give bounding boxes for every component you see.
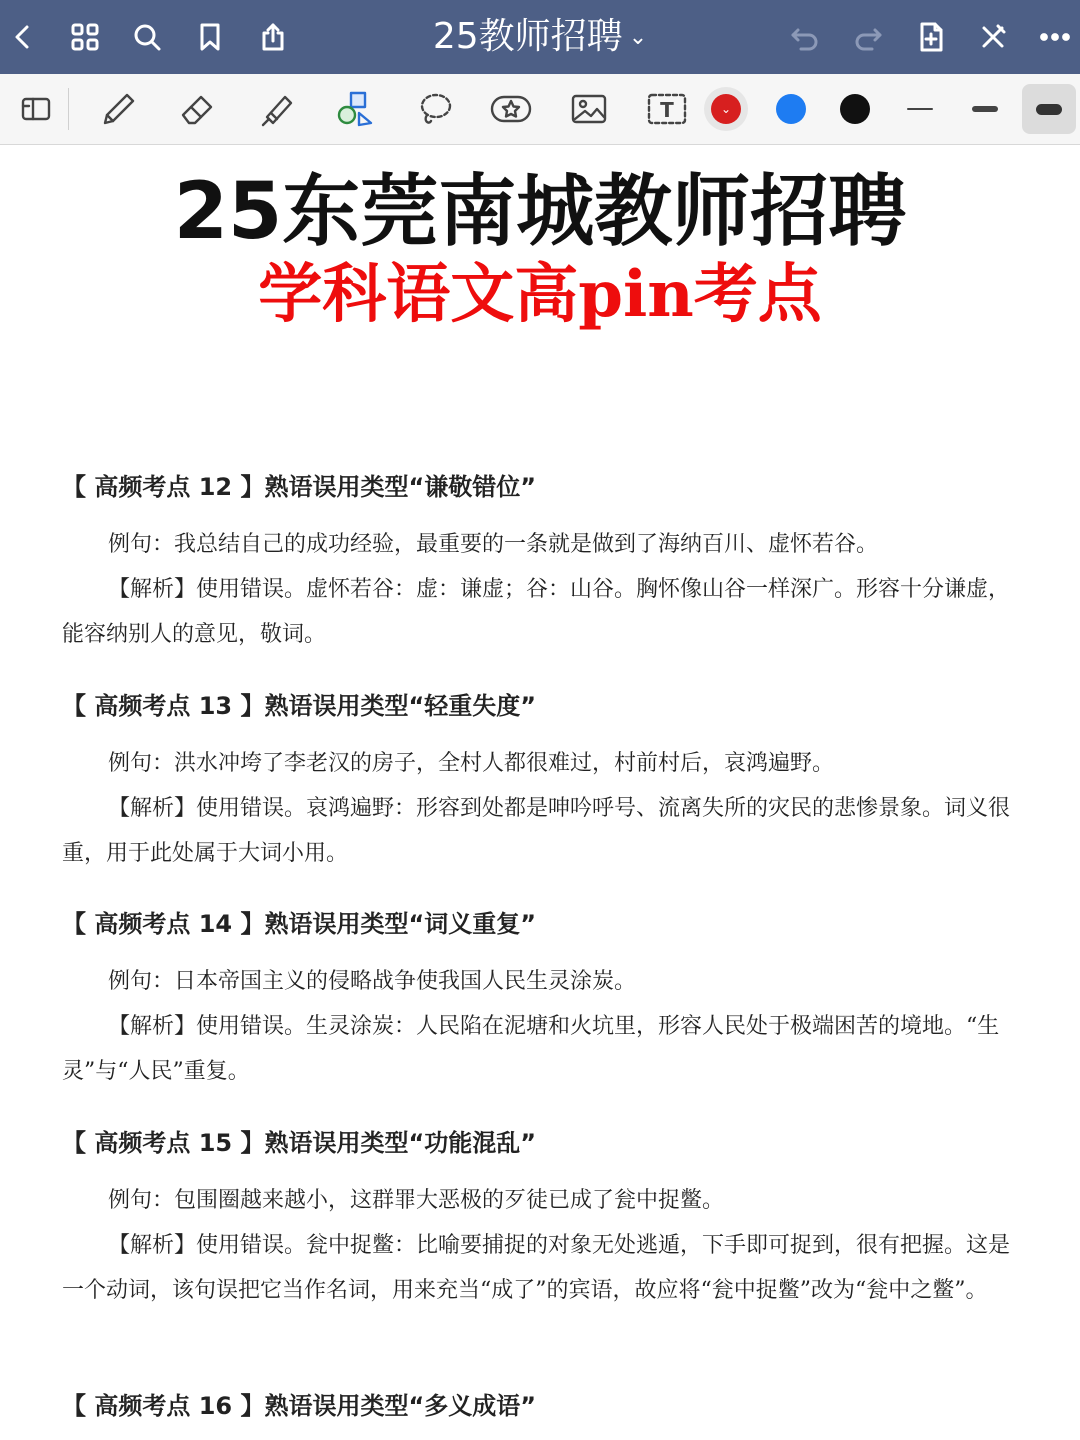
toolbar-divider	[68, 88, 69, 130]
section-heading: 【 高频考点 14 】熟语误用类型“词义重复”	[62, 910, 537, 938]
add-page-button[interactable]	[908, 14, 954, 60]
color-red-swatch[interactable]	[701, 84, 751, 134]
document-subheading: 学科语文高pin考点	[258, 257, 822, 332]
image-tool[interactable]	[564, 84, 614, 134]
share-button[interactable]	[250, 14, 296, 60]
bookmark-icon	[195, 22, 225, 52]
text-tool[interactable]	[642, 84, 692, 134]
eraser-icon	[177, 89, 217, 129]
text-box-icon	[645, 89, 689, 129]
more-button[interactable]	[1032, 14, 1078, 60]
stroke-medium-button[interactable]	[960, 84, 1010, 134]
sticker-tool[interactable]	[486, 84, 536, 134]
search-icon	[132, 22, 162, 52]
top-bar	[0, 0, 1080, 74]
example-sentence: 例句：洪水冲垮了李老汉的房子，全村人都很难过，村前村后，哀鸿遍野。	[108, 751, 835, 776]
chevron-left-icon	[8, 22, 38, 52]
toolbar-panel-button[interactable]	[12, 84, 62, 134]
back-button[interactable]	[0, 14, 46, 60]
chevron-down-icon: ⌄	[628, 25, 648, 50]
pen-close-icon	[978, 22, 1008, 52]
analysis-text: 【解析】使用错误。瓮中捉鳖：比喻要捕捉的对象无处逃遁，下手即可捉到，很有把握。这是一个动词，该句误把它当作名词，用来充当“成了”的宾语，故应将“瓮中捉鳖”改为“瓮中之鳖”。	[62, 1233, 1011, 1303]
pen-icon	[97, 89, 137, 129]
color-black-swatch[interactable]	[830, 84, 880, 134]
stroke-thin	[907, 108, 933, 110]
example-sentence: 例句：我总结自己的成功经验，最重要的一条就是做到了海纳百川、虚怀若谷。	[108, 532, 879, 557]
bookmark-button[interactable]	[187, 14, 233, 60]
panel-icon	[19, 94, 55, 124]
example-sentence: 例句：包围圈越来越小，这群罪大恶极的歹徒已成了瓮中捉鳖。	[108, 1188, 725, 1213]
color-blue	[776, 94, 806, 124]
more-icon	[1038, 22, 1072, 52]
sticker-icon	[489, 89, 533, 129]
color-black	[840, 94, 870, 124]
image-icon	[569, 89, 609, 129]
grid-icon	[70, 22, 100, 52]
analysis-text: 【解析】使用错误。生灵涂炭：人民陷在泥塘和火坑里，形容人民处于极端困苦的境地。“生灵”与“人民”重复。	[62, 1014, 1000, 1084]
add-page-icon	[916, 21, 946, 53]
stroke-thin-button[interactable]	[895, 84, 945, 134]
undo-icon	[789, 22, 821, 52]
lasso-tool[interactable]	[410, 84, 460, 134]
document-page	[0, 145, 1080, 1440]
redo-button[interactable]	[845, 14, 891, 60]
share-icon	[258, 22, 288, 52]
section-heading: 【 高频考点 13 】熟语误用类型“轻重失度”	[62, 692, 537, 720]
stroke-thick-button[interactable]	[1022, 84, 1076, 134]
shapes-icon	[335, 89, 375, 129]
stroke-medium	[972, 106, 998, 112]
search-button[interactable]	[124, 14, 170, 60]
color-red	[704, 87, 748, 131]
eraser-tool[interactable]	[172, 84, 222, 134]
undo-button[interactable]	[782, 14, 828, 60]
highlighter-tool[interactable]	[252, 84, 302, 134]
close-editing-button[interactable]	[970, 14, 1016, 60]
chevron-down-icon: ⌄	[711, 94, 741, 124]
drawing-toolbar	[0, 74, 1080, 145]
grid-view-button[interactable]	[62, 14, 108, 60]
document-title-button[interactable]	[340, 12, 740, 62]
section-heading: 【 高频考点 16 】熟语误用类型“多义成语”	[62, 1392, 537, 1420]
analysis-text: 【解析】使用错误。哀鸿遍野：形容到处都是呻吟呼号、流离失所的灾民的悲惨景象。词义很重，用于此处属于大词小用。	[62, 796, 1011, 866]
lasso-icon	[415, 89, 455, 129]
redo-icon	[852, 22, 884, 52]
color-blue-swatch[interactable]	[766, 84, 816, 134]
section-heading: 【 高频考点 12 】熟语误用类型“谦敬错位”	[62, 473, 537, 501]
stroke-thick	[1036, 104, 1062, 115]
section-heading: 【 高频考点 15 】熟语误用类型“功能混乱”	[62, 1129, 537, 1157]
document-heading: 25东莞南城教师招聘	[173, 167, 907, 257]
text-tool-label: T	[660, 98, 674, 122]
highlighter-icon	[257, 89, 297, 129]
document-title: 25教师招聘	[432, 16, 623, 57]
analysis-text: 【解析】使用错误。虚怀若谷：虚：谦虚；谷：山谷。胸怀像山谷一样深广。形容十分谦虚，能容纳别人的意见，敬词。	[62, 577, 1011, 647]
pen-tool[interactable]	[92, 84, 142, 134]
shapes-tool[interactable]	[330, 84, 380, 134]
example-sentence: 例句：日本帝国主义的侵略战争使我国人民生灵涂炭。	[108, 969, 637, 994]
